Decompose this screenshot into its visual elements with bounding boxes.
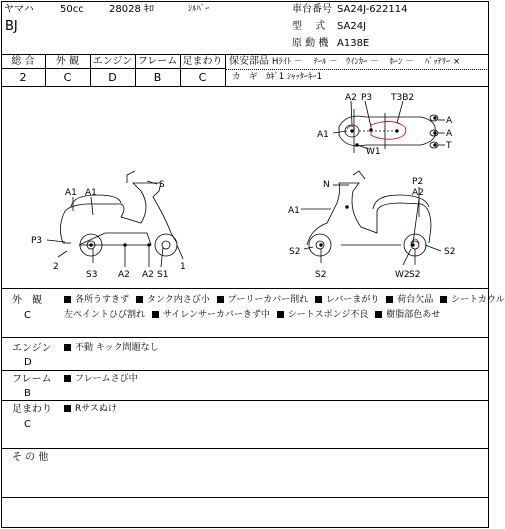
grade-header-overall: 総 合	[11, 56, 35, 67]
label-right-s2-front: S2	[444, 247, 456, 257]
section-engine-label: エンジン	[12, 343, 52, 354]
grade-suspension: C	[198, 71, 207, 84]
frame-remark: フレームさび中	[64, 375, 138, 384]
grade-header-exterior: 外 観	[55, 56, 80, 67]
grade-header-frame: フレーム	[137, 56, 178, 67]
damage-diagram	[1, 87, 489, 287]
label-top-a-front: A	[446, 116, 453, 126]
label-right-s2-wheel: S2	[315, 270, 327, 280]
engine-value: A138E	[337, 38, 370, 49]
engine-label: 原 動 機	[292, 38, 329, 49]
label-right-n: N	[323, 180, 330, 190]
label-right-a2: A2	[412, 188, 424, 198]
type-value: SA24J	[337, 21, 367, 32]
exterior-line-2: 左ペイントひび割れ サイレンサーカバーきず中 シートスポンジ不良 樹脂部色あせ	[64, 310, 441, 320]
suspension-remark: Rサスぬけ	[64, 405, 117, 414]
grade-engine: D	[108, 71, 117, 84]
grade-frame: B	[153, 71, 162, 84]
model-name: BJ	[5, 19, 18, 34]
label-top-t: T	[446, 141, 452, 151]
grade-header-suspension: 足まわり	[182, 56, 223, 67]
label-left-s1: S1	[157, 270, 169, 280]
section-suspension-label: 足まわり	[12, 404, 52, 415]
frame-no: SA24J-622114	[337, 4, 408, 15]
grade-header-engine: エンジン	[92, 56, 133, 67]
section-frame-grade: B	[24, 388, 31, 399]
label-top-a1: A1	[317, 130, 329, 140]
label-left-1: 1	[180, 262, 186, 272]
type-label: 型 式	[292, 21, 326, 32]
section-engine-grade: D	[24, 357, 32, 368]
grade-exterior: C	[63, 71, 72, 84]
section-other-label: そ の 他	[12, 452, 49, 463]
label-left-p3: P3	[31, 236, 43, 246]
engine-remark: 不動 キック問題なし	[64, 344, 159, 353]
section-exterior-label: 外 観	[12, 295, 42, 306]
mileage: 28028 ｷﾛ	[109, 4, 154, 15]
label-right-s2-bottom: S2	[409, 270, 421, 280]
label-left-s: S	[159, 180, 165, 190]
section-exterior-grade: C	[24, 310, 31, 321]
label-right-s2-rear: S2	[289, 247, 301, 257]
label-left-a2-front: A2	[142, 270, 154, 280]
label-left-a1-seat: A1	[85, 188, 97, 198]
displacement: 50cc	[60, 4, 84, 15]
label-top-p3: P3	[361, 93, 373, 103]
label-left-a2-floor: A2	[118, 270, 130, 280]
label-right-w2: W2	[395, 270, 410, 280]
label-right-p2: P2	[412, 177, 424, 187]
label-left-a1-rear: A1	[65, 188, 77, 198]
section-frame-label: フレーム	[12, 374, 52, 385]
frame-no-label: 車台番号	[292, 4, 332, 15]
equipment-row1: Hﾗｲﾄ － ﾃｰﾙ － ｳｲﾝｶｰ － ﾎｰﾝ － ﾊﾞｯﾃﾘｰ ×	[272, 57, 461, 67]
label-top-a2: A2	[345, 93, 357, 103]
equipment-row2: カ ギ ｶｷﾞ1 ｼｬｯﾀｰｷｰ1	[232, 72, 323, 82]
grade-overall: 2	[19, 71, 27, 84]
label-top-t3b2: T3B2	[391, 93, 415, 103]
maker: ヤマハ	[4, 4, 34, 15]
label-left-2: 2	[53, 262, 59, 272]
label-left-s3: S3	[86, 270, 98, 280]
label-top-w1: W1	[366, 147, 381, 157]
section-suspension-grade: C	[24, 419, 31, 430]
equipment-label: 保安部品	[229, 56, 269, 67]
label-right-a1: A1	[288, 206, 300, 216]
color: ｼﾙﾊﾞｰ	[188, 4, 210, 14]
label-top-a-rear: A	[446, 129, 453, 139]
exterior-line-1: 各所うすきず タンク内さび小 プーリーカバー削れ レバーまがり 荷台欠品 シートカウル	[64, 296, 505, 305]
